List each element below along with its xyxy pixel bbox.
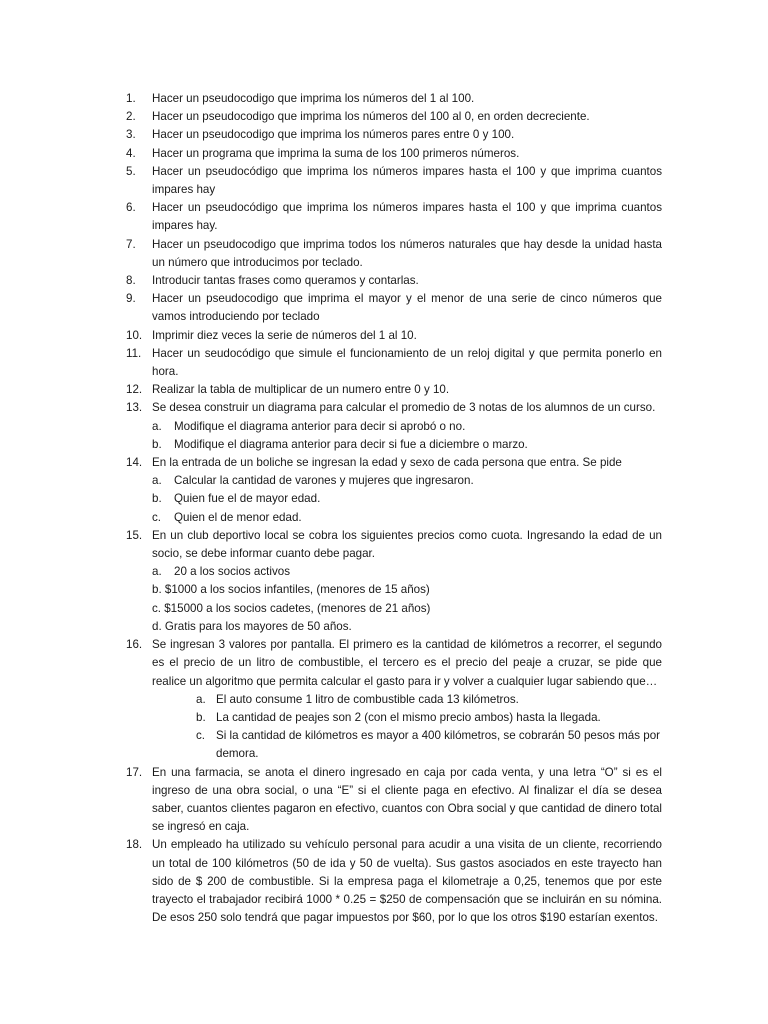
list-item bbox=[126, 454, 662, 472]
item-text: Hacer un seudocódigo que simule el funcionamiento de un reloj digital y que permita ponerlo en hora. bbox=[152, 346, 662, 379]
sub-item-text: Calcular la cantidad de varones y mujeres que ingresaron. bbox=[174, 474, 474, 488]
item-number: 2. bbox=[126, 110, 136, 124]
list-item bbox=[126, 764, 662, 837]
item-number: 10. bbox=[126, 328, 143, 342]
item-number: 3. bbox=[126, 128, 136, 142]
item-text: En la entrada de un boliche se ingresan la edad y sexo de cada persona que entra. Se pide bbox=[152, 456, 622, 470]
list-item bbox=[126, 836, 662, 927]
item-number: 4. bbox=[126, 146, 136, 160]
list-item bbox=[126, 108, 662, 126]
sub-item-text: La cantidad de peajes son 2 (con el mismo precio ambos) hasta la llegada. bbox=[216, 710, 601, 724]
sub-item-text: El auto consume 1 litro de combustible cada 13 kilómetros. bbox=[216, 692, 519, 706]
item-text: Hacer un pseudocódigo que imprima los números impares hasta el 100 y que imprima cuantos impares hay. bbox=[152, 201, 662, 233]
item-text: Introducir tantas frases como queramos y contarlas. bbox=[152, 274, 419, 288]
list-item bbox=[126, 272, 662, 290]
item-number: 15. bbox=[126, 528, 143, 542]
sub-item-letter: b. bbox=[196, 710, 206, 724]
sub-item-text: Quien el de menor edad. bbox=[174, 510, 302, 524]
item-text: Hacer un pseudocodigo que imprima los números del 1 al 100. bbox=[152, 92, 475, 105]
item-number: 8. bbox=[126, 274, 136, 288]
list-item bbox=[126, 636, 662, 691]
list-item bbox=[126, 126, 662, 144]
sub-item bbox=[152, 563, 662, 581]
item-number: 1. bbox=[126, 92, 136, 105]
list-item bbox=[126, 236, 662, 272]
sub-item bbox=[196, 691, 662, 709]
item-number: 14. bbox=[126, 456, 143, 470]
list-item bbox=[126, 345, 662, 381]
item-number: 9. bbox=[126, 292, 136, 306]
list-item bbox=[126, 199, 662, 235]
item-number: 13. bbox=[126, 401, 143, 415]
item-text: Hacer un pseudocódigo que imprima los números impares hasta el 100 y que imprima cuantos impares hay bbox=[152, 164, 662, 197]
sub-item bbox=[196, 709, 662, 727]
list-item bbox=[126, 527, 662, 563]
sub-item-letter: a. bbox=[152, 474, 162, 488]
item-text: En una farmacia, se anota el dinero ingresado en caja por cada venta, y una letra “O” si es el ingreso de una obra social, o una “E” si el cliente paga en efectivo. Al finalizar el día se desea saber, cuantos clientes pagaron en efectivo, cuantos con Obra social y que cantidad de dinero total se ingresó en caja. bbox=[152, 765, 662, 834]
list-item bbox=[126, 399, 662, 417]
sub-item-letter: b. bbox=[152, 437, 162, 451]
sub-item-letter: c. bbox=[152, 510, 162, 524]
item-number: 18. bbox=[126, 838, 143, 852]
item-number: 11. bbox=[126, 346, 142, 360]
sub-item bbox=[196, 727, 662, 763]
sub-item-letter: c. bbox=[196, 729, 206, 743]
sub-item-text: 20 a los socios activos bbox=[174, 565, 290, 579]
item-number: 17. bbox=[126, 765, 143, 779]
item-text: Imprimir diez veces la serie de números del 1 al 10. bbox=[152, 328, 417, 342]
item-text: Hacer un pseudocodigo que imprima el mayor y el menor de una serie de cinco números que vamos introduciendo por teclado bbox=[152, 292, 662, 324]
item-text: Se desea construir un diagrama para calcular el promedio de 3 notas de los alumnos de un curso. bbox=[152, 401, 656, 415]
item-text: Hacer un pseudocodigo que imprima los números pares entre 0 y 100. bbox=[152, 128, 515, 142]
sub-item-letter: a. bbox=[152, 565, 162, 579]
sub-item bbox=[152, 418, 662, 436]
sub-item: b. $1000 a los socios infantiles, (menores de 15 años) bbox=[152, 583, 430, 597]
item-text: Hacer un pseudocodigo que imprima los números del 100 al 0, en orden decreciente. bbox=[152, 110, 590, 124]
item-text: Un empleado ha utilizado su vehículo personal para acudir a una visita de un cliente, recorriendo un total de 100 kilómetros (50 de ida y 50 de vuelta). Sus gastos asociados en este trayecto han sido de $ 200 de combustible. Si la empresa paga el kilometraje a 0,25, tenemos que por este trayecto el trabajador recibirá 1000 * 0.25 = $250 de compensación que se incluirán en su nómina. De esos 250 solo tendrá que pagar impuestos por $60, por lo que los otros $190 estarían exentos. bbox=[152, 838, 662, 925]
sub-item-text: Quien fue el de mayor edad. bbox=[174, 492, 321, 506]
item-number: 6. bbox=[126, 201, 136, 215]
list-item bbox=[126, 90, 662, 108]
sub-item bbox=[152, 490, 662, 508]
sub-item-letter: a. bbox=[196, 692, 206, 706]
sub-item-text: Si la cantidad de kilómetros es mayor a 400 kilómetros, se cobrarán 50 pesos más por demora. bbox=[216, 729, 660, 761]
list-item bbox=[126, 381, 662, 399]
list-item bbox=[126, 327, 662, 345]
item-number: 5. bbox=[126, 164, 136, 178]
list-item bbox=[126, 163, 662, 199]
item-number: 7. bbox=[126, 237, 136, 251]
sub-item-text: Modifique el diagrama anterior para decir si aprobó o no. bbox=[174, 419, 466, 433]
item-text: Se ingresan 3 valores por pantalla. El primero es la cantidad de kilómetros a recorrer, el segundo es el precio de un litro de combustible, el tercero es el precio del peaje a cruzar, se pide que realice un algoritmo que permita calcular el gasto para ir y volver a cualquier lugar sabiendo que… bbox=[152, 638, 662, 688]
sub-item bbox=[152, 436, 662, 454]
item-text: Hacer un pseudocodigo que imprima todos los números naturales que hay desde la unidad hasta un número que introducimos por teclado. bbox=[152, 237, 662, 269]
exercise-list bbox=[0, 90, 768, 927]
item-number: 12. bbox=[126, 383, 143, 397]
sub-item-letter: a. bbox=[152, 419, 162, 433]
item-text: Realizar la tabla de multiplicar de un numero entre 0 y 10. bbox=[152, 383, 450, 397]
item-text: En un club deportivo local se cobra los siguientes precios como cuota. Ingresando la edad de un socio, se debe informar cuanto debe pagar. bbox=[152, 528, 662, 561]
list-item bbox=[126, 290, 662, 326]
sub-item bbox=[152, 472, 662, 490]
sub-item-text: Modifique el diagrama anterior para decir si fue a diciembre o marzo. bbox=[174, 437, 528, 451]
sub-item bbox=[152, 509, 662, 527]
item-number: 16. bbox=[126, 638, 143, 652]
sub-item-letter: b. bbox=[152, 492, 162, 506]
item-text: Hacer un programa que imprima la suma de los 100 primeros números. bbox=[152, 146, 520, 160]
sub-item: d. Gratis para los mayores de 50 años. bbox=[152, 619, 352, 633]
sub-item: c. $15000 a los socios cadetes, (menores de 21 años) bbox=[152, 601, 431, 615]
list-item bbox=[126, 145, 662, 163]
